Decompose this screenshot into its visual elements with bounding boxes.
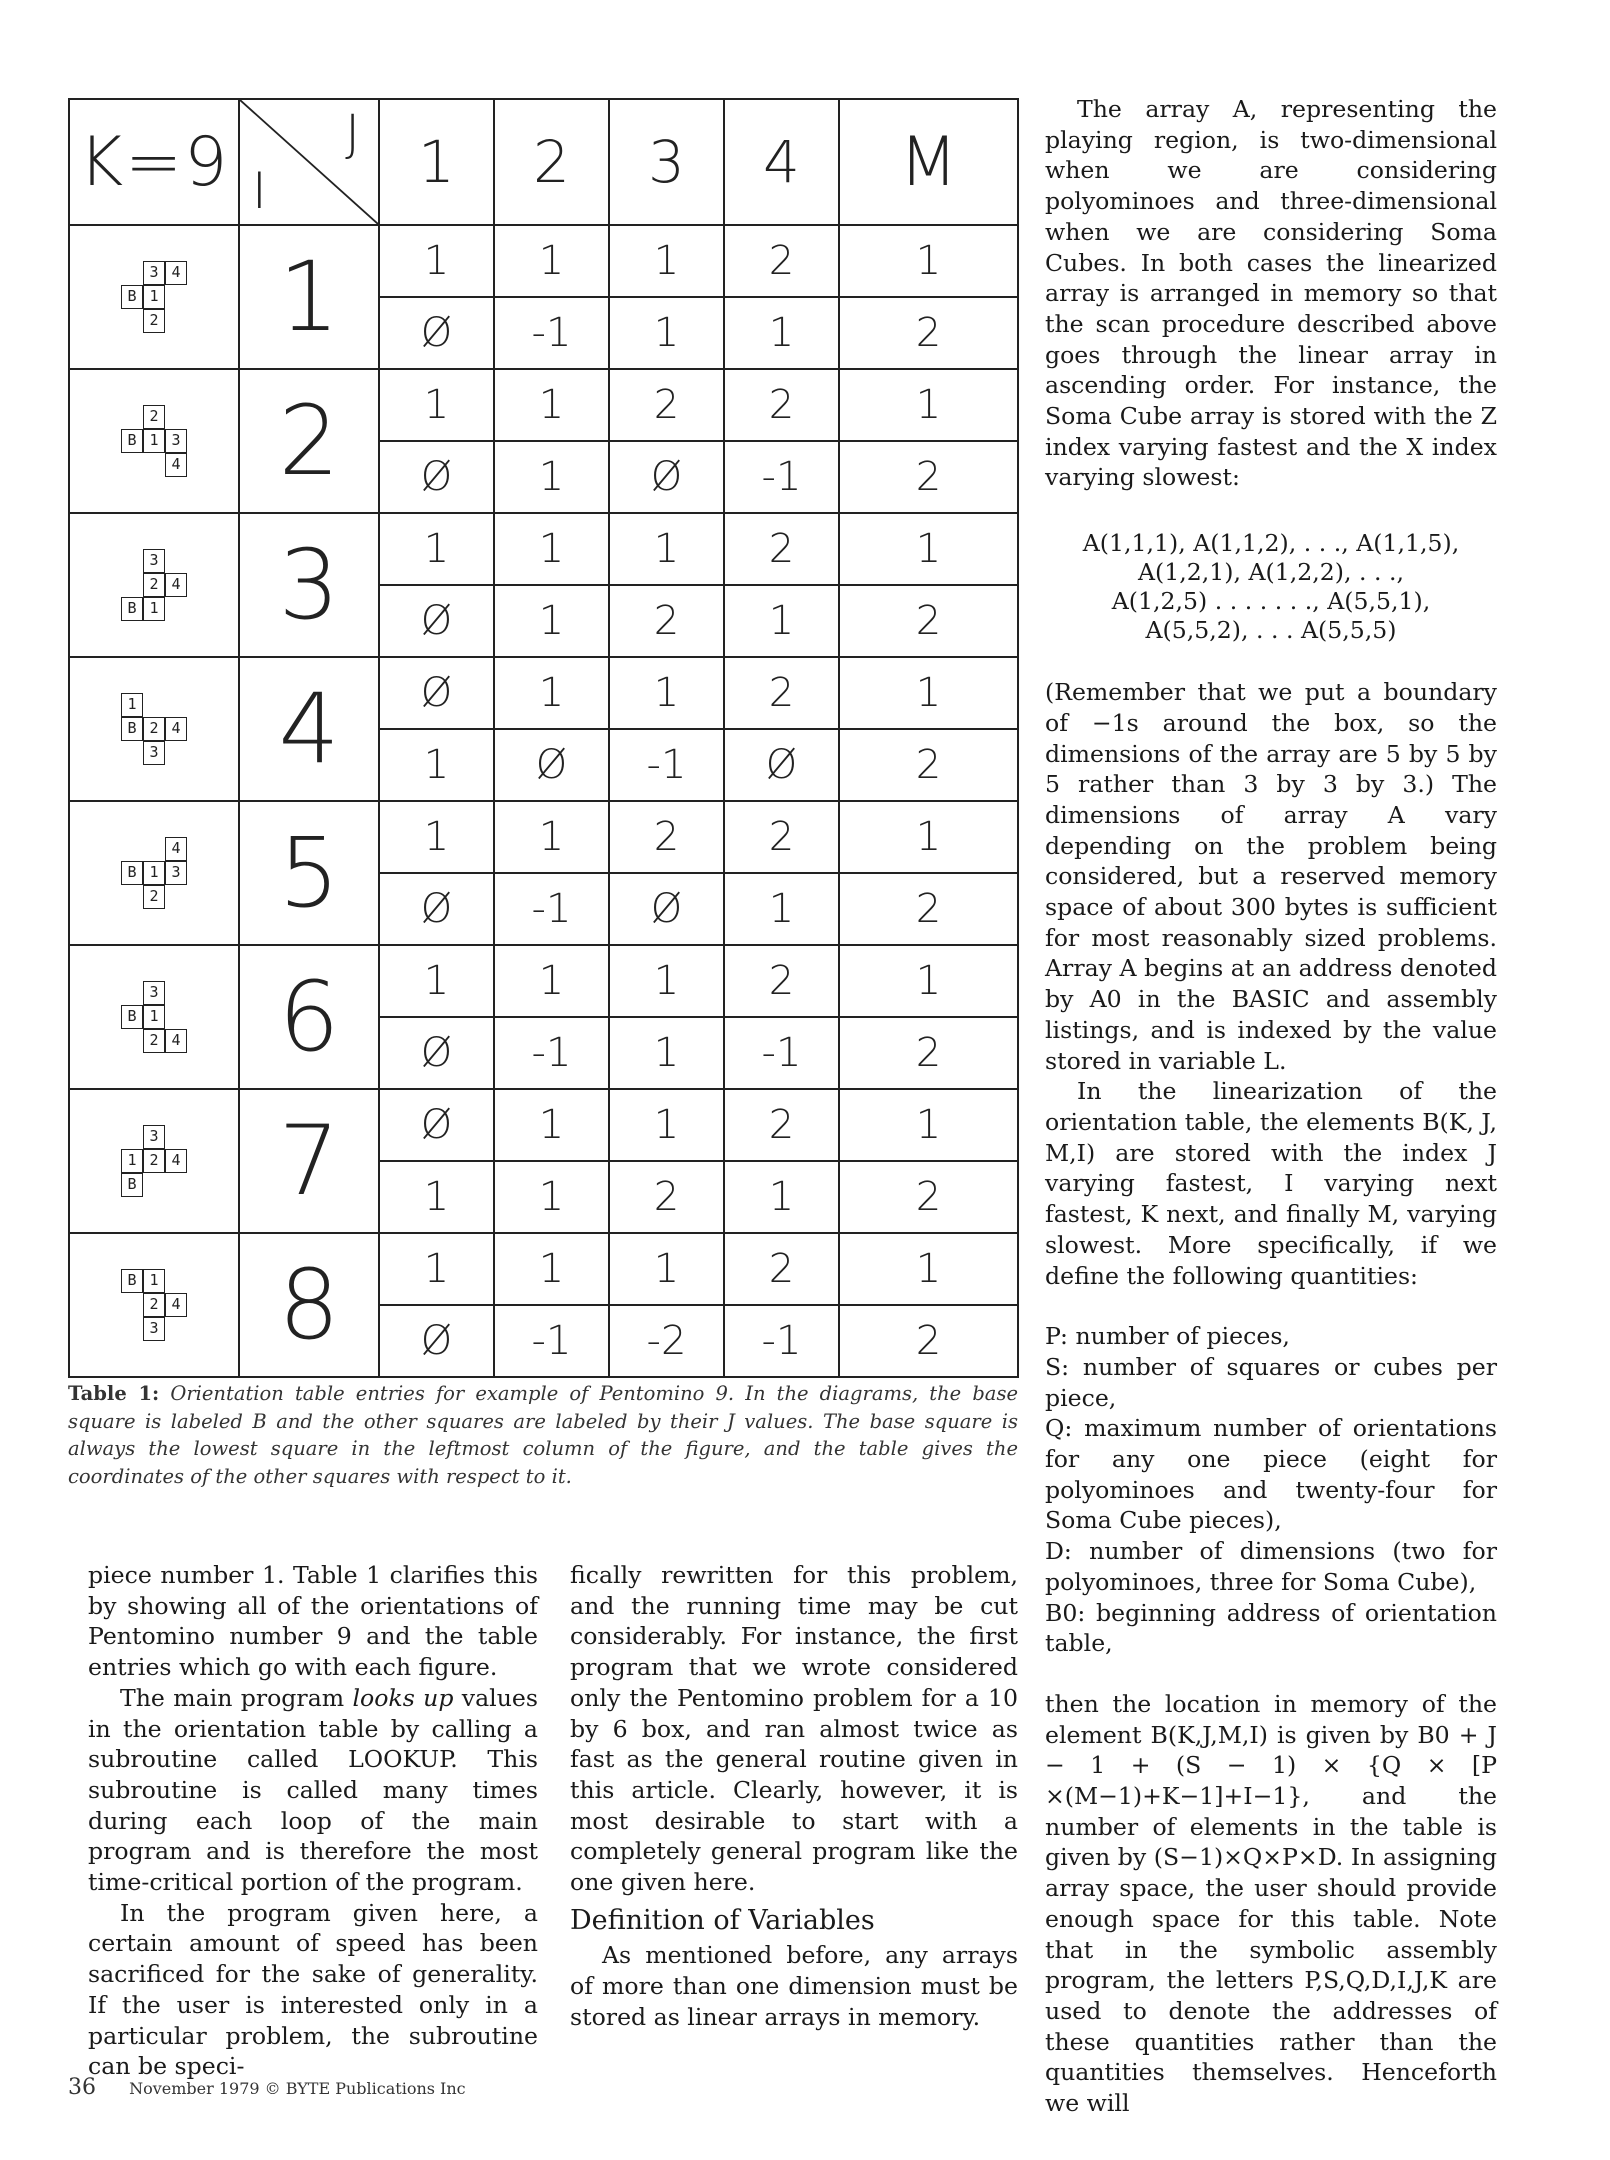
- pentomino-figure-1: [69, 225, 239, 369]
- m-cell: 1: [839, 1233, 1018, 1305]
- pentomino-square: 1: [143, 861, 165, 885]
- pentomino-square: B: [121, 285, 143, 309]
- m-cell: 1: [839, 657, 1018, 729]
- coord-cell: Ø: [494, 729, 609, 801]
- coord-cell: 1: [379, 1161, 494, 1233]
- listing-line-1: A(1,1,1), A(1,1,2), . . ., A(1,1,5),: [1082, 529, 1460, 558]
- coord-cell: 2: [609, 1161, 724, 1233]
- col2-paragraph-1: fically rewritten for this problem, and the running time may be cut considerably. For instance, the first program that we wrote considered only the Pentomino problem for a 10 by 6 box, and ran almost twice as fast as the general routine given in this article. Clearly, however, it is most desirable to start with a completely general program like the one given here.: [570, 1561, 1018, 1897]
- col3-paragraph-1: The array A, representing the playing region, is two-dimensional when we are considering polyominoes and three-dimensional when we are considering Soma Cubes. In both cases the linearized array is arranged in memory so that the scan procedure described above goes through the linear array in ascending order. For instance, the Soma Cube array is stored with the Z index varying fastest and the X index varying slowest:: [1045, 95, 1497, 492]
- variable-q: Q: maximum number of orientations for any one piece (eight for polyominoes and twenty-four for Soma Cube pieces),: [1045, 1414, 1497, 1535]
- page-footer: [68, 2075, 466, 2100]
- coord-cell: 2: [609, 369, 724, 441]
- coord-cell: 1: [494, 1161, 609, 1233]
- pentomino-square: 2: [143, 309, 165, 333]
- pentomino-diagram: [121, 261, 187, 333]
- coord-cell: 1: [494, 657, 609, 729]
- coord-cell: 1: [609, 1017, 724, 1089]
- coord-cell: Ø: [379, 585, 494, 657]
- coord-cell: -2: [609, 1305, 724, 1377]
- pentomino-square: 2: [143, 1149, 165, 1173]
- coord-cell: 1: [609, 513, 724, 585]
- coord-cell: 1: [494, 1089, 609, 1161]
- table-row-2-upper: [69, 369, 1018, 441]
- pentomino-diagram: [121, 1269, 187, 1341]
- pentomino-square: 4: [165, 1029, 187, 1053]
- m-cell: 2: [839, 441, 1018, 513]
- variable-list: [1045, 1321, 1497, 1659]
- m-cell: 1: [839, 369, 1018, 441]
- pentomino-square: 3: [143, 549, 165, 573]
- coord-cell: 1: [494, 369, 609, 441]
- pentomino-square: 3: [143, 1317, 165, 1341]
- i-index-cell: 4: [239, 657, 379, 801]
- caption-text: Orientation table entries for example of Pentomino 9. In the diagrams, the base square is labeled B and the other squares are labeled by their J values. The base square is always the lowest square in the leftmost column of the figure, and the table gives the coordinates of the other squares with respect to it.: [68, 1382, 1018, 1488]
- pentomino-diagram: [121, 837, 187, 909]
- col-header-2: 2: [494, 99, 609, 225]
- coord-cell: Ø: [379, 1089, 494, 1161]
- coord-cell: Ø: [724, 729, 839, 801]
- pentomino-square: 1: [121, 693, 143, 717]
- i-index-cell: 2: [239, 369, 379, 513]
- section-heading: Definition of Variables: [570, 1904, 875, 1936]
- coord-cell: Ø: [609, 441, 724, 513]
- m-cell: 1: [839, 1089, 1018, 1161]
- pentomino-diagram: [121, 693, 187, 765]
- col-header-4: 4: [724, 99, 839, 225]
- col1-p2-end: values in the orientation table by calling a subroutine called LOOKUP. This subroutine is called many times during each loop of the main program and is therefore the most time-critical portion of the program.: [88, 1683, 538, 1897]
- pentomino-diagram: [121, 981, 187, 1053]
- coord-cell: 2: [609, 585, 724, 657]
- coord-cell: 1: [494, 1233, 609, 1305]
- m-cell: 2: [839, 729, 1018, 801]
- coord-cell: 2: [724, 513, 839, 585]
- coord-cell: 1: [609, 225, 724, 297]
- pentomino-square: 4: [165, 261, 187, 285]
- col3-paragraph-2: (Remember that we put a boundary of −1s around the box, so the dimensions of the array are 5 by 5 by 5 rather than 3 by 3 by 3.) The dimensions of array A vary depending on the problem being considered, but a reserved memory space of about 300 bytes is sufficient for most reasonably sized problems. Array A begins at an address denoted by A0 in the BASIC and assembly listings, and is indexed by the value stored in variable L.: [1045, 678, 1497, 1075]
- coord-cell: Ø: [379, 657, 494, 729]
- coord-cell: 2: [724, 657, 839, 729]
- coord-cell: 1: [494, 441, 609, 513]
- m-cell: 2: [839, 873, 1018, 945]
- soma-array-listing: [1045, 529, 1497, 645]
- pentomino-square: 4: [165, 573, 187, 597]
- coord-cell: 1: [494, 225, 609, 297]
- i-index-cell: 7: [239, 1089, 379, 1233]
- table-row-7-upper: [69, 1089, 1018, 1161]
- variable-d: D: number of dimensions (two for polyominoes, three for Soma Cube),: [1045, 1537, 1497, 1596]
- listing-line-4: A(5,5,2), . . . A(5,5,5): [1145, 616, 1397, 645]
- coord-cell: 2: [724, 801, 839, 873]
- coord-cell: 2: [724, 369, 839, 441]
- coord-cell: 1: [379, 513, 494, 585]
- i-label: I: [252, 162, 267, 220]
- table-header-row: [69, 99, 1018, 225]
- pentomino-square: B: [121, 1173, 143, 1197]
- pentomino-square: 2: [143, 573, 165, 597]
- coord-cell: 1: [379, 801, 494, 873]
- page-number: 36: [68, 2075, 96, 2100]
- coord-cell: 2: [724, 945, 839, 1017]
- text-column-3: [1045, 94, 1497, 2119]
- m-cell: 1: [839, 801, 1018, 873]
- pentomino-square: B: [121, 861, 143, 885]
- col3-paragraph-4: then the location in memory of the element B(K,J,M,I) is given by B0 + J − 1 + (S − 1) × {Q × [P ×(M−1)+K−1]+I−1}, and the number of elements in the table is given by (S−1)×Q×P×D. In assigning array space, the user should provide enough space for this table. Note that in the symbolic assembly program, the letters P,S,Q,D,I,J,K are used to denote the addresses of these quantities rather than the quantities themselves. Henceforth we will: [1045, 1689, 1497, 2118]
- coord-cell: 1: [379, 1233, 494, 1305]
- variable-p: P: number of pieces,: [1045, 1322, 1290, 1351]
- coord-cell: 1: [379, 225, 494, 297]
- m-label: M: [839, 99, 1018, 225]
- table-row-5-upper: [69, 801, 1018, 873]
- coord-cell: -1: [494, 1305, 609, 1377]
- col1-p2-emphasis: looks up: [352, 1683, 454, 1712]
- ij-corner-cell: [239, 99, 379, 225]
- m-cell: 1: [839, 513, 1018, 585]
- text-column-2: [570, 1560, 1018, 2033]
- i-index-cell: 8: [239, 1233, 379, 1377]
- listing-line-2: A(1,2,1), A(1,2,2), . . .,: [1138, 558, 1404, 587]
- coord-cell: 1: [609, 1233, 724, 1305]
- coord-cell: 1: [609, 945, 724, 1017]
- pentomino-diagram: [121, 405, 187, 477]
- coord-cell: 1: [494, 945, 609, 1017]
- coord-cell: Ø: [379, 873, 494, 945]
- coord-cell: 1: [724, 873, 839, 945]
- m-cell: 2: [839, 1305, 1018, 1377]
- pentomino-square: B: [121, 1269, 143, 1293]
- coord-cell: 1: [609, 1089, 724, 1161]
- table-row-6-upper: [69, 945, 1018, 1017]
- coord-cell: 1: [494, 585, 609, 657]
- i-index-cell: 5: [239, 801, 379, 945]
- coord-cell: Ø: [379, 1017, 494, 1089]
- coord-cell: -1: [724, 1017, 839, 1089]
- coord-cell: -1: [724, 1305, 839, 1377]
- pentomino-square: 2: [143, 1293, 165, 1317]
- pentomino-diagram: [121, 1125, 187, 1197]
- k-label: K=9: [69, 99, 239, 225]
- table-caption: [68, 1380, 1018, 1490]
- footer-text: November 1979 © BYTE Publications Inc: [129, 2079, 466, 2098]
- coord-cell: 1: [609, 297, 724, 369]
- pentomino-square: 1: [143, 285, 165, 309]
- i-index-cell: 3: [239, 513, 379, 657]
- pentomino-square: 1: [143, 597, 165, 621]
- m-cell: 2: [839, 1017, 1018, 1089]
- m-cell: 1: [839, 225, 1018, 297]
- pentomino-diagram: [121, 549, 187, 621]
- m-cell: 1: [839, 945, 1018, 1017]
- col-header-1: 1: [379, 99, 494, 225]
- pentomino-square: 3: [143, 261, 165, 285]
- table-row-8-upper: [69, 1233, 1018, 1305]
- coord-cell: Ø: [379, 1305, 494, 1377]
- col1-p2-start: The main program: [120, 1683, 353, 1712]
- coord-cell: -1: [724, 441, 839, 513]
- coord-cell: 2: [724, 1233, 839, 1305]
- pentomino-square: 1: [143, 1005, 165, 1029]
- coord-cell: Ø: [379, 441, 494, 513]
- table-row-1-upper: [69, 225, 1018, 297]
- coord-cell: 1: [724, 1161, 839, 1233]
- pentomino-square: B: [121, 597, 143, 621]
- pentomino-square: 3: [165, 429, 187, 453]
- coord-cell: 1: [379, 945, 494, 1017]
- m-cell: 2: [839, 297, 1018, 369]
- coord-cell: 2: [609, 801, 724, 873]
- pentomino-square: 1: [143, 1269, 165, 1293]
- coord-cell: 2: [724, 225, 839, 297]
- pentomino-square: 3: [143, 981, 165, 1005]
- i-index-cell: 1: [239, 225, 379, 369]
- coord-cell: 1: [609, 657, 724, 729]
- coord-cell: 1: [724, 585, 839, 657]
- j-label: J: [345, 104, 360, 162]
- variable-s: S: number of squares or cubes per piece,: [1045, 1352, 1497, 1412]
- col1-paragraph-2: [88, 1683, 538, 1898]
- pentomino-square: 4: [165, 1293, 187, 1317]
- pentomino-square: 2: [143, 717, 165, 741]
- col-header-3: 3: [609, 99, 724, 225]
- coord-cell: 1: [379, 369, 494, 441]
- coord-cell: 2: [724, 1089, 839, 1161]
- pentomino-square: 2: [143, 1029, 165, 1053]
- coord-cell: 1: [494, 513, 609, 585]
- orientation-table: [68, 98, 1019, 1378]
- pentomino-square: 4: [165, 717, 187, 741]
- pentomino-square: 1: [121, 1149, 143, 1173]
- pentomino-square: 3: [165, 861, 187, 885]
- coord-cell: -1: [609, 729, 724, 801]
- m-cell: 2: [839, 585, 1018, 657]
- pentomino-square: 3: [143, 741, 165, 765]
- pentomino-square: B: [121, 429, 143, 453]
- pentomino-square: 4: [165, 453, 187, 477]
- col1-paragraph-1: piece number 1. Table 1 clarifies this by showing all of the orientations of Pentomino number 9 and the table entries which go with each figure.: [88, 1561, 538, 1682]
- coord-cell: -1: [494, 873, 609, 945]
- coord-cell: 1: [724, 297, 839, 369]
- col3-paragraph-3: In the linearization of the orientation table, the elements B(K, J, M,I) are stored with the index J varying fastest, I varying next fastest, K next, and finally M, varying slowest. More specifically, if we define the following quantities:: [1045, 1077, 1497, 1290]
- pentomino-square: B: [121, 717, 143, 741]
- pentomino-figure-5: [69, 801, 239, 945]
- coord-cell: 1: [494, 801, 609, 873]
- pentomino-square: 1: [143, 429, 165, 453]
- coord-cell: 1: [379, 729, 494, 801]
- i-index-cell: 6: [239, 945, 379, 1089]
- text-column-1: [88, 1560, 538, 2082]
- pentomino-square: B: [121, 1005, 143, 1029]
- pentomino-figure-3: [69, 513, 239, 657]
- pentomino-figure-4: [69, 657, 239, 801]
- table-row-3-upper: [69, 513, 1018, 585]
- pentomino-square: 3: [143, 1125, 165, 1149]
- caption-label: Table 1:: [68, 1382, 160, 1405]
- listing-line-3: A(1,2,5) . . . . . . ., A(5,5,1),: [1111, 587, 1431, 616]
- col1-paragraph-3: In the program given here, a certain amount of speed has been sacrificed for the sake of generality. If the user is interested only in a particular problem, the subroutine can be speci-: [88, 1898, 538, 2081]
- pentomino-square: 2: [143, 405, 165, 429]
- pentomino-figure-8: [69, 1233, 239, 1377]
- pentomino-figure-2: [69, 369, 239, 513]
- table-row-4-upper: [69, 657, 1018, 729]
- m-cell: 2: [839, 1161, 1018, 1233]
- pentomino-square: 4: [165, 1149, 187, 1173]
- pentomino-square: 2: [143, 885, 165, 909]
- coord-cell: -1: [494, 1017, 609, 1089]
- coord-cell: -1: [494, 297, 609, 369]
- col2-paragraph-2: As mentioned before, any arrays of more than one dimension must be stored as linear arrays in memory.: [570, 1941, 1018, 2031]
- pentomino-figure-6: [69, 945, 239, 1089]
- pentomino-square: 4: [165, 837, 187, 861]
- coord-cell: Ø: [379, 297, 494, 369]
- coord-cell: Ø: [609, 873, 724, 945]
- variable-b0: B0: beginning address of orientation table,: [1045, 1598, 1497, 1658]
- pentomino-figure-7: [69, 1089, 239, 1233]
